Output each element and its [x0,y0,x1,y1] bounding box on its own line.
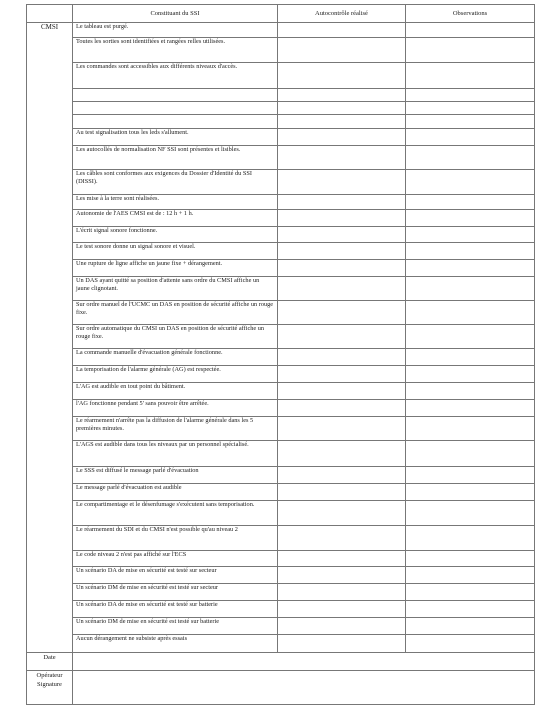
self-check-cell[interactable] [278,170,406,195]
checklist-row [27,601,535,618]
self-check-cell[interactable] [278,618,406,635]
self-check-cell[interactable] [278,129,406,146]
checklist-item-text: La commande manuelle d'évacuation générale fonctionne. [73,349,278,366]
observations-cell[interactable] [406,417,535,441]
ssi-checklist-table [26,4,535,705]
column-header-observations: Observations [406,5,535,23]
checklist-row [27,618,535,635]
checklist-item-text: Le tableau est purgé. [73,23,278,38]
observations-cell[interactable] [406,260,535,277]
self-check-cell[interactable] [278,63,406,89]
observations-cell[interactable] [406,227,535,243]
column-header-self-check: Autocontrôle réalisé [278,5,406,23]
self-check-cell[interactable] [278,551,406,567]
checklist-row [27,501,535,526]
self-check-cell[interactable] [278,325,406,349]
self-check-cell[interactable] [278,277,406,301]
checklist-item-text: La temporisation de l'alarme générale (AG) est respectée. [73,366,278,383]
observations-cell[interactable] [406,23,535,38]
observations-cell[interactable] [406,129,535,146]
self-check-cell[interactable] [278,467,406,484]
operator-signature-label [27,671,73,705]
observations-cell[interactable] [406,551,535,567]
checklist-row [27,400,535,417]
checklist-item-text: Une rupture de ligne affiche un jaune fixe + dérangement. [73,260,278,277]
checklist-row [27,89,535,102]
checklist-item-text: Le message parlé d'évacuation est audible [73,484,278,501]
observations-cell[interactable] [406,115,535,129]
checklist-item-text: Le réarmement n'arrête pas la diffusion de l'alarme générale dans les 5 premières minutes. [73,417,278,441]
operator-label: Opérateur [36,672,63,679]
self-check-cell[interactable] [278,567,406,584]
observations-cell[interactable] [406,635,535,653]
self-check-cell[interactable] [278,146,406,170]
observations-cell[interactable] [406,38,535,63]
checklist-item-text: L'AGS est audible dans tous les niveaux par un personnel spécialisé. [73,441,278,467]
observations-cell[interactable] [406,146,535,170]
checklist-item-text: Les commandes sont accessibles aux différents niveaux d'accès. [73,63,278,89]
self-check-cell[interactable] [278,501,406,526]
checklist-row [27,383,535,400]
observations-cell[interactable] [406,63,535,89]
observations-cell[interactable] [406,243,535,260]
column-header-constituent: Constituant du SSI [73,5,278,23]
checklist-item-text: Un scénario DM de mise en sécurité est testé sur secteur [73,584,278,601]
checklist-item-text: Autonomie de l'AES CMSI est de : 12 h + 1 h. [73,210,278,227]
checklist-item-text: L'écrit signal sonore fonctionne. [73,227,278,243]
signature-label: Signature [37,681,62,688]
checklist-row [27,102,535,115]
observations-cell[interactable] [406,102,535,115]
self-check-cell[interactable] [278,441,406,467]
checklist-row [27,115,535,129]
checklist-item-text: L'AG est audible en tout point du bâtiment. [73,383,278,400]
observations-cell[interactable] [406,170,535,195]
date-label: Date [27,653,73,671]
date-field[interactable] [73,653,535,671]
self-check-cell[interactable] [278,484,406,501]
checklist-item-text: Le réarmement du SDI et du CMSI n'est possible qu'au niveau 2 [73,526,278,551]
self-check-cell[interactable] [278,195,406,210]
checklist-body [27,23,535,653]
self-check-cell[interactable] [278,526,406,551]
checklist-row [27,129,535,146]
checklist-row [27,301,535,325]
checklist-row [27,366,535,383]
self-check-cell[interactable] [278,635,406,653]
checklist-row [27,526,535,551]
checklist-item-text: Un scénario DA de mise en sécurité est testé sur batterie [73,601,278,618]
checklist-item-text: Le test sonore donne un signal sonore et visuel. [73,243,278,260]
observations-cell[interactable] [406,195,535,210]
self-check-cell[interactable] [278,115,406,129]
observations-cell[interactable] [406,349,535,366]
checklist-row [27,260,535,277]
checklist-row [27,551,535,567]
self-check-cell[interactable] [278,417,406,441]
observations-cell[interactable] [406,383,535,400]
observations-cell[interactable] [406,277,535,301]
checklist-row [27,243,535,260]
self-check-cell[interactable] [278,102,406,115]
checklist-row [27,417,535,441]
observations-cell[interactable] [406,501,535,526]
observations-cell[interactable] [406,467,535,484]
self-check-cell[interactable] [278,38,406,63]
observations-cell[interactable] [406,89,535,102]
self-check-cell[interactable] [278,301,406,325]
observations-cell[interactable] [406,400,535,417]
checklist-item-text: Aucun dérangement ne subsiste après essais [73,635,278,653]
checklist-row [27,63,535,89]
checklist-sheet [26,4,534,720]
checklist-item-text: Un scénario DA de mise en sécurité est testé sur secteur [73,567,278,584]
checklist-row [27,146,535,170]
observations-cell[interactable] [406,441,535,467]
section-label-cmsi: CMSI [27,23,73,653]
self-check-cell[interactable] [278,23,406,38]
checklist-item-text [73,102,278,115]
checklist-item-text: l'AG fonctionne pendant 5' sans pouvoir être arrêtée. [73,400,278,417]
checklist-row [27,227,535,243]
checklist-item-text: Un scénario DM de mise en sécurité est testé sur batterie [73,618,278,635]
checklist-row [27,349,535,366]
observations-cell[interactable] [406,584,535,601]
observations-cell[interactable] [406,366,535,383]
checklist-item-text [73,89,278,102]
self-check-cell[interactable] [278,383,406,400]
self-check-cell[interactable] [278,601,406,618]
checklist-row [27,210,535,227]
signature-field[interactable] [73,671,535,705]
observations-cell[interactable] [406,484,535,501]
header-row [27,5,535,23]
checklist-row [27,195,535,210]
checklist-row [27,584,535,601]
observations-cell[interactable] [406,601,535,618]
checklist-item-text: Toutes les sorties sont identifiées et rangées relles utilisées. [73,38,278,63]
checklist-item-text: Sur ordre automatique du CMSI un DAS en position de sécurité affiche un rouge fixe. [73,325,278,349]
self-check-cell[interactable] [278,227,406,243]
checklist-row [27,484,535,501]
checklist-item-text: Le compartimentage et le désenfumage s'exécutent sans temporisation. [73,501,278,526]
date-row [27,653,535,671]
checklist-item-text: Les autocollés de normalisation NF SSI sont présentes et lisibles. [73,146,278,170]
checklist-item-text: Sur ordre manuel de l'UCMC un DAS en position de sécurité affiche un rouge fixe. [73,301,278,325]
checklist-row [27,467,535,484]
corner-cell [27,5,73,23]
observations-cell[interactable] [406,567,535,584]
checklist-row [27,325,535,349]
checklist-row [27,441,535,467]
checklist-item-text: Au test signalisation tous les leds s'allument. [73,129,278,146]
self-check-cell[interactable] [278,400,406,417]
self-check-cell[interactable] [278,210,406,227]
self-check-cell[interactable] [278,260,406,277]
observations-cell[interactable] [406,618,535,635]
observations-cell[interactable] [406,210,535,227]
checklist-row [27,38,535,63]
checklist-item-text: Les câbles sont conformes aux exigences du Dossier d'Identité du SSI (DISSI). [73,170,278,195]
observations-cell[interactable] [406,325,535,349]
observations-cell[interactable] [406,526,535,551]
self-check-cell[interactable] [278,349,406,366]
observations-cell[interactable] [406,301,535,325]
checklist-item-text: Un DAS ayant quitté sa position d'attente sans ordre du CMSI affiche un jaune clignotant. [73,277,278,301]
checklist-row [27,23,535,38]
self-check-cell[interactable] [278,243,406,260]
checklist-row [27,567,535,584]
checklist-item-text [73,115,278,129]
checklist-item-text: Les mise à la terre sont réalisées. [73,195,278,210]
self-check-cell[interactable] [278,89,406,102]
checklist-row [27,170,535,195]
self-check-cell[interactable] [278,584,406,601]
checklist-item-text: Le SSS est diffusé le message parlé d'évacuation [73,467,278,484]
checklist-row [27,277,535,301]
operator-row [27,671,535,705]
self-check-cell[interactable] [278,366,406,383]
checklist-row [27,635,535,653]
checklist-item-text: Le code niveau 2 n'est pas affiché sur l'ECS [73,551,278,567]
